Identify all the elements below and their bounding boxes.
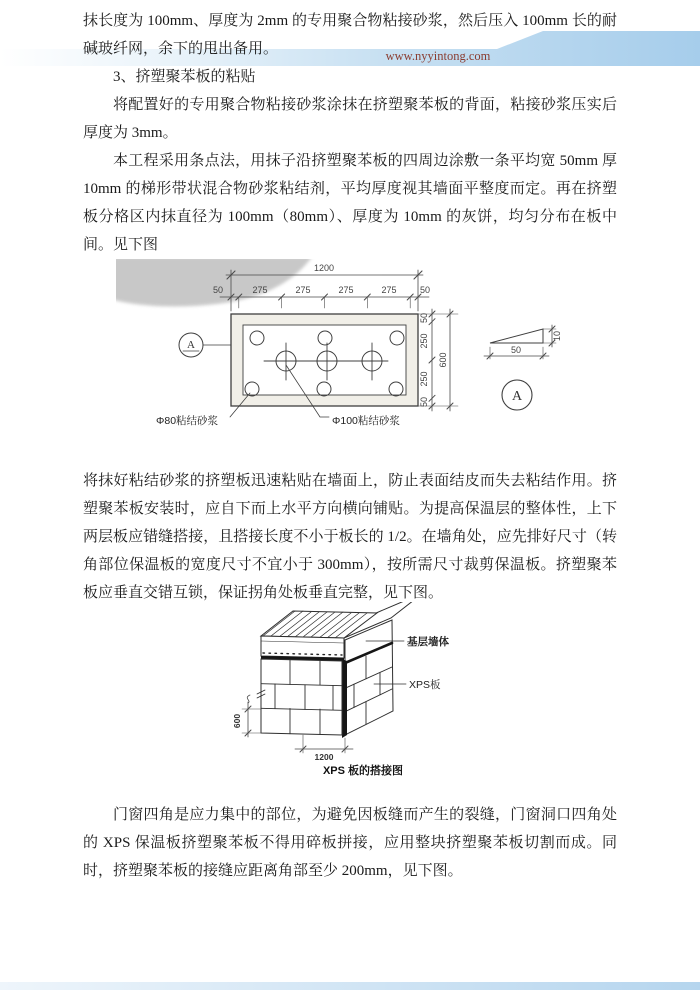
dim-side-50-top: 50: [419, 312, 429, 324]
paragraph-mortar-back: 将配置好的专用聚合物粘接砂浆涂抹在挤塑聚苯板的背面，粘接砂浆压实后厚度为 3mm。: [83, 97, 617, 141]
phi100-label: Φ100粘结砂浆: [332, 415, 400, 427]
dim-seg-275-2: 275: [295, 285, 311, 295]
paragraph-continuation: 抹长度为 100mm、厚度为 2mm 的专用聚合物粘接砂浆，然后压入 100mm 长的耐碱玻纤网，余下的甩出备用。: [83, 13, 617, 57]
dim-seg-50-left: 50: [212, 285, 224, 295]
dim-seg-275-1: 275: [252, 285, 268, 295]
detail-marker-right: [502, 380, 532, 410]
dim-side-250-1: 250: [419, 333, 429, 349]
dim-seg-50-right: 50: [419, 285, 431, 295]
base-wall-label: 基层墙体: [407, 636, 449, 648]
dim-seg-275-4: 275: [381, 285, 397, 295]
figure-xps-lap: [83, 607, 617, 791]
dim-600: [242, 695, 261, 737]
detail-marker-left-letter: A: [187, 339, 195, 351]
adhesive-layout-drawing: [116, 259, 576, 444]
dim-600-label: 600: [438, 352, 448, 368]
dim-1200-label: 1200: [314, 752, 334, 762]
paragraph-heading-3: 3、挤塑聚苯板的粘贴: [113, 69, 256, 85]
paragraph-corners: 门窗四角是应力集中的部位，为避免因板缝而产生的裂缝，门窗洞口四角处的 XPS 保温板挤塑聚苯板不得用碎板拼接，应用整块挤塑聚苯板切割而成。同时，挤塑聚苯板的接缝应距离角部至少 200mm，见下图。: [83, 807, 617, 879]
wedge-dim-50: 50: [510, 345, 522, 355]
detail-marker-left: [179, 333, 231, 357]
footer-banner: [0, 982, 700, 990]
dim-side-50-bottom: 50: [419, 396, 429, 408]
document-body: [0, 7, 700, 885]
scan-smudge: [116, 259, 312, 306]
dim-600-label: 600: [232, 713, 242, 729]
figure-adhesive-layout: [83, 259, 617, 467]
detail-marker-right-letter: A: [511, 389, 523, 404]
base-wall-front-face: [261, 636, 344, 658]
figure-caption: XPS 板的搭接图: [322, 765, 404, 777]
dim-1200: [295, 735, 353, 753]
phi80-label: Φ80粘结砂浆: [156, 415, 219, 427]
front-brick-face: [261, 659, 342, 735]
dim-side-250-2: 250: [419, 371, 429, 387]
corner-board-edge: [342, 659, 347, 738]
wedge-dim-10: 10: [552, 330, 562, 342]
dim-1200-label: 1200: [313, 263, 335, 273]
paragraph-board-placing: 将抹好粘结砂浆的挤塑板迅速粘贴在墙面上，防止表面结皮而失去粘结作用。挤塑聚苯板安装时，应自下而上水平方向横向铺贴。为提高保温层的整体性，上下两层板应错缝搭接，且搭接长度不小于板长的 1/2。在墙角处，应先排好尺寸（转角部位保温板的宽度尺寸不宜小于 300mm），按所需尺寸裁剪保温板。挤塑聚苯板应垂直交错互锁，保证拐角处板垂直完整，见下图。: [83, 473, 617, 601]
xps-label: XPS板: [409, 679, 441, 691]
paragraph-strip-dot-method: 本工程采用条点法，用抹子沿挤塑聚苯板的四周边涂敷一条平均宽 50mm 厚 10mm 的梯形带状混合物砂浆粘结剂，平均厚度视其墙面平整度而定。再在挤塑板分格区内抹直径为 100mm（80mm）、厚度为 10mm 的灰饼，均匀分布在板中间。见下图: [83, 153, 617, 253]
dim-seg-275-3: 275: [338, 285, 354, 295]
website-url: www.nyyintong.com: [385, 49, 491, 63]
xps-lap-drawing: [178, 602, 478, 785]
